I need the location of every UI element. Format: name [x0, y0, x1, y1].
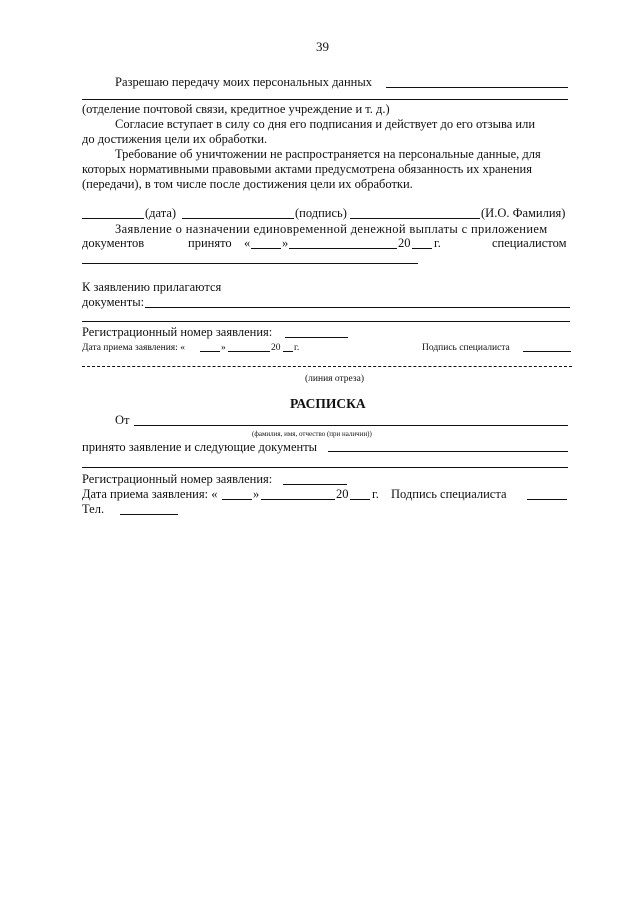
specialist-name-field[interactable]	[82, 263, 418, 264]
application-text: Заявление о назначении единовременной денежной выплаты с приложением	[115, 222, 548, 236]
application-month-field[interactable]	[289, 248, 397, 249]
org-hint: (отделение почтовой связи, кредитное учреждение и т. д.)	[82, 102, 390, 116]
destroy-text-line1: Требование об уничтожении не распространяется на персональные данные, для	[115, 147, 541, 161]
receipt-fio-hint: (фамилия, имя, отчество (при наличии))	[252, 430, 372, 438]
receipt-from-label: От	[115, 413, 130, 427]
reception-day-field[interactable]	[200, 351, 220, 352]
receipt-date-mid: »	[253, 487, 260, 501]
reception-year-prefix: 20	[271, 343, 281, 353]
application-text-line1	[115, 222, 571, 236]
registration-number-field[interactable]	[285, 337, 348, 338]
receipt-documents-field-line2[interactable]	[82, 467, 568, 468]
page-number: 39	[316, 39, 329, 54]
transfer-org-field[interactable]	[386, 87, 568, 88]
application-year-field[interactable]	[412, 248, 432, 249]
receipt-specialist-sign-label: Подпись специалиста	[391, 487, 507, 501]
reception-year-suffix: г.	[294, 343, 300, 353]
reception-date-mid: »	[221, 343, 226, 353]
attachments-field[interactable]	[145, 307, 570, 308]
cut-line-label: (линия отреза)	[305, 374, 365, 384]
full-name-field[interactable]	[350, 218, 480, 219]
receipt-date-prefix: Дата приема заявления: «	[82, 487, 218, 501]
application-word-accepted: принято	[188, 236, 232, 250]
receipt-reg-number-field[interactable]	[283, 484, 347, 485]
attachments-label-line2: документы:	[82, 295, 145, 309]
receipt-title: РАСПИСКА	[290, 396, 366, 411]
receipt-from-field[interactable]	[134, 425, 568, 426]
receipt-reg-number-label: Регистрационный номер заявления:	[82, 472, 273, 486]
permit-transfer-text: Разрешаю передачу моих персональных данных	[115, 75, 373, 89]
reception-year-field[interactable]	[283, 351, 293, 352]
receipt-tel-label: Тел.	[82, 502, 105, 516]
transfer-org-field-line2[interactable]	[82, 99, 568, 100]
date-field[interactable]	[82, 218, 144, 219]
receipt-year-suffix: г.	[372, 487, 379, 501]
receipt-year-field[interactable]	[350, 499, 370, 500]
effect-text-line1: Согласие вступает в силу со дня его подписания и действует до его отзыва или	[115, 117, 536, 131]
receipt-year-prefix: 20	[336, 487, 349, 501]
application-year-prefix: 20	[398, 236, 411, 250]
application-word-documents: документов	[82, 236, 145, 250]
cut-line	[82, 366, 572, 367]
specialist-sign-label: Подпись специалиста	[422, 343, 510, 353]
signature-field[interactable]	[182, 218, 294, 219]
receipt-accepted-text: принято заявление и следующие документы	[82, 440, 318, 454]
reception-date-prefix: Дата приема заявления: «	[82, 343, 185, 353]
receipt-month-field[interactable]	[261, 499, 335, 500]
attachments-field-line2[interactable]	[82, 321, 570, 322]
registration-number-label: Регистрационный номер заявления:	[82, 325, 273, 339]
signature-label: (подпись)	[295, 206, 347, 220]
application-quote-close: »	[282, 236, 289, 250]
receipt-documents-field[interactable]	[328, 451, 568, 452]
date-label: (дата)	[145, 206, 177, 220]
receipt-specialist-sign-field[interactable]	[527, 499, 567, 500]
specialist-sign-field[interactable]	[523, 351, 571, 352]
attachments-label-line1: К заявлению прилагаются	[82, 280, 222, 294]
application-word-specialist: специалистом	[492, 236, 567, 250]
receipt-day-field[interactable]	[222, 499, 252, 500]
reception-month-field[interactable]	[228, 351, 270, 352]
effect-text-line2: до достижения цели их обработки.	[82, 132, 268, 146]
application-day-field[interactable]	[251, 248, 281, 249]
full-name-label: (И.О. Фамилия)	[481, 206, 566, 220]
application-quote-open: «	[244, 236, 251, 250]
receipt-tel-field[interactable]	[120, 514, 178, 515]
application-year-suffix: г.	[434, 236, 441, 250]
destroy-text-line2: которых нормативными правовыми актами предусмотрена обязанность их хранения	[82, 162, 532, 176]
destroy-text-line3: (передачи), в том числе после достижения цели их обработки.	[82, 177, 413, 191]
